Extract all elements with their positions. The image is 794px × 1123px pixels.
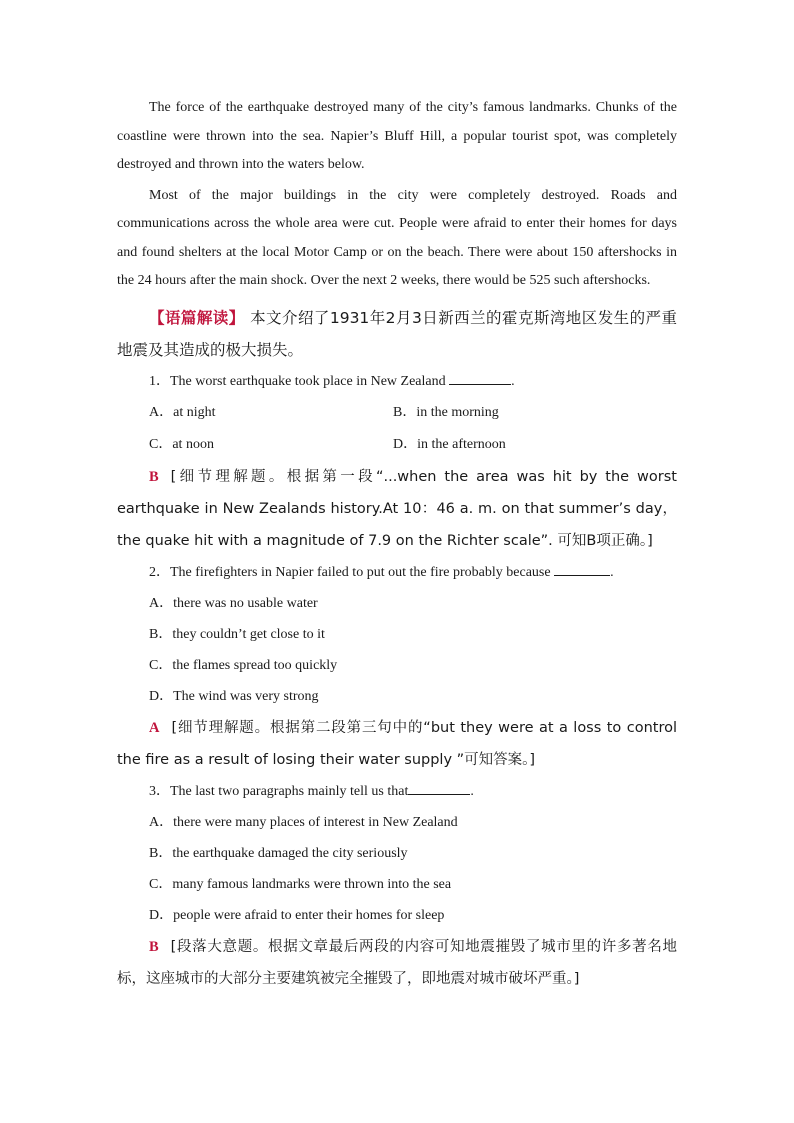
question-2-stem: 2．The firefighters in Napier failed to put out the fire probably because . bbox=[149, 564, 614, 580]
option-a: A．there were many places of interest in New Zealand bbox=[149, 814, 458, 830]
answer-key: B bbox=[149, 468, 159, 485]
option-c: C．many famous landmarks were thrown into the sea bbox=[149, 876, 452, 892]
passage-paragraph-2: Most of the major buildings in the city were completely destroyed. Roads and communications across the whole area were cut. People were afraid to enter their homes for days and found shelters at the local Motor Camp or on the beach. There were about 150 aftershocks in the 24 hours after the main shock. Over the next 2 weeks, there would be 525 such aftershocks. bbox=[117, 187, 677, 288]
option-c: C．the flames spread too quickly bbox=[149, 657, 338, 673]
question-3-stem: 3．The last two paragraphs mainly tell us that . bbox=[149, 783, 474, 799]
option-d: D．The wind was very strong bbox=[149, 688, 319, 704]
answer-key: A bbox=[149, 719, 160, 736]
question-1-stem: 1．The worst earthquake took place in New Zealand . bbox=[149, 373, 515, 389]
answer-key: B bbox=[149, 938, 159, 955]
option-b: B．in the morning bbox=[393, 404, 499, 420]
option-c: C．at noon bbox=[149, 436, 214, 452]
option-a: A．at night bbox=[149, 404, 216, 420]
passage-summary bbox=[117, 302, 677, 366]
option-a: A．there was no usable water bbox=[149, 595, 318, 611]
question-1-answer bbox=[117, 461, 677, 557]
question-1-options-row-1 bbox=[117, 397, 677, 429]
option-d: D．people were afraid to enter their homes for sleep bbox=[149, 907, 445, 923]
answer-explanation: [细节理解题。根据第一段“...when the area was hit by the worst earthquake in New Zealands history.At 10：46 a. m. on that summer’s day，the quake hit with a magnitude of 7.9 on the Richter scale”. 可知B项正确。] bbox=[117, 468, 677, 549]
summary-tag: 【语篇解读】 bbox=[149, 308, 245, 327]
answer-blank bbox=[449, 372, 511, 385]
question-2-answer bbox=[117, 712, 677, 776]
summary-text: 本文介绍了1931年2月3日新西兰的霍克斯湾地区发生的严重地震及其造成的极大损失。 bbox=[117, 308, 677, 359]
question-1-options-row-2 bbox=[117, 429, 677, 461]
answer-explanation: [段落大意题。根据文章最后两段的内容可知地震摧毁了城市里的许多著名地标，这座城市的大部分主要建筑被完全摧毁了，即地震对城市破坏严重。] bbox=[117, 938, 677, 987]
answer-blank bbox=[408, 782, 470, 795]
answer-explanation: [细节理解题。根据第二段第三句中的“but they were at a loss to control the fire as a result of losing their water supply ”可知答案。] bbox=[117, 719, 677, 768]
option-d: D．in the afternoon bbox=[393, 436, 506, 452]
answer-blank bbox=[554, 563, 610, 576]
document-page bbox=[117, 94, 677, 995]
question-3-answer bbox=[117, 931, 677, 995]
passage-paragraph-1: The force of the earthquake destroyed many of the city’s famous landmarks. Chunks of the coastline were thrown into the sea. Napier’s Bluff Hill, a popular tourist spot, was completely destroyed and thrown into the waters below. bbox=[117, 100, 677, 172]
option-b: B．the earthquake damaged the city seriously bbox=[149, 845, 408, 861]
option-b: B．they couldn’t get close to it bbox=[149, 626, 325, 642]
